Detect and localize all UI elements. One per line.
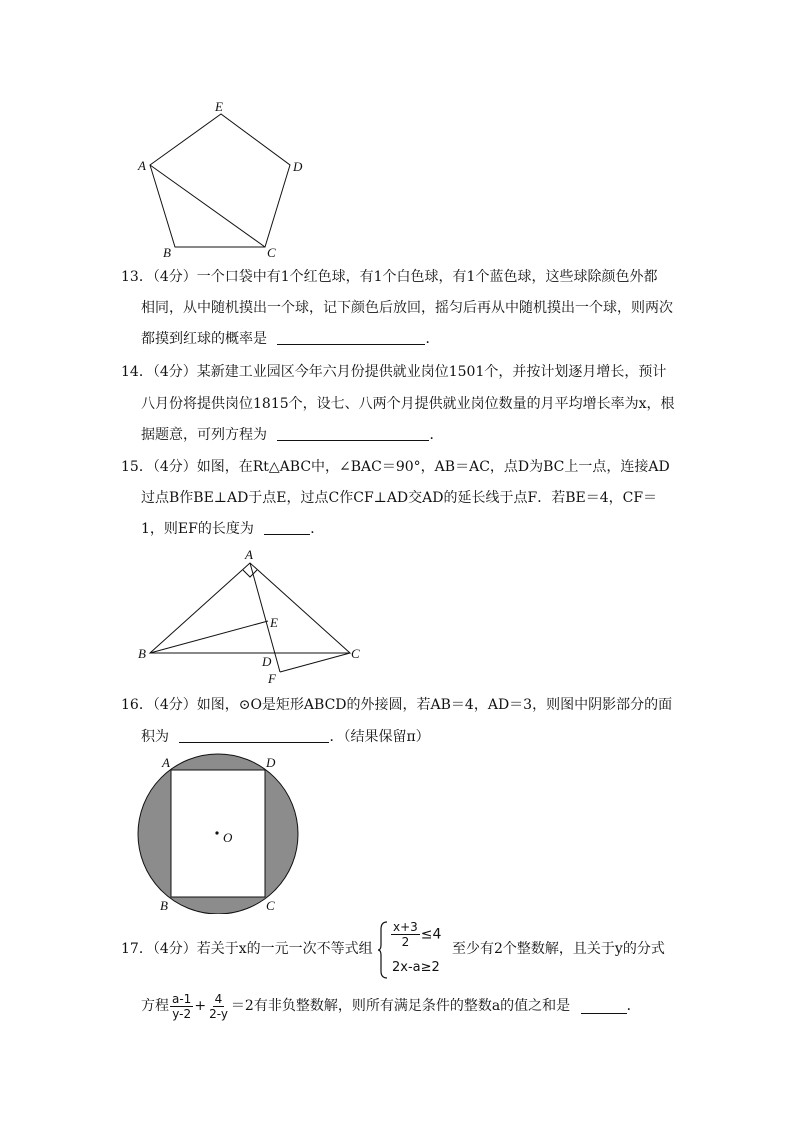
inequality-2: 2x-a≥2: [392, 960, 440, 975]
q17-line2-pre: 方程: [141, 998, 169, 1014]
q13-end: ．: [425, 331, 440, 347]
ineq1-fraction: [391, 920, 420, 949]
q14-line2: 八月份将提供岗位1815个，设七、八两个月提供就业岗位数量的月平均增长率为x，根: [141, 396, 675, 412]
label-f: F: [268, 671, 276, 686]
label-d: D: [293, 159, 303, 174]
q14-answer-blank[interactable]: [277, 426, 429, 441]
q17-line2-post: ＝2有非负整数解，则所有满足条件的整数a的值之和是: [230, 998, 571, 1014]
ineq1-numerator: x+3: [393, 920, 418, 934]
label-c: C: [266, 898, 275, 913]
circle-figure: [130, 752, 330, 914]
q13-line1: 13．（4分）一个口袋中有1个红色球，有1个白色球，有1个蓝色球，这些球除颜色外都: [121, 269, 658, 285]
q15-line3: [141, 519, 324, 539]
label-c: C: [351, 646, 360, 661]
q14-text: 据题意，可列方程为: [141, 427, 267, 443]
label-b: B: [160, 898, 168, 913]
label-a: A: [138, 158, 146, 173]
system-brace: [378, 921, 388, 979]
label-o: O: [223, 830, 233, 845]
fraction-1-denominator: y-2: [172, 1006, 192, 1021]
q17-answer-blank[interactable]: [581, 999, 627, 1014]
pentagon-figure: [130, 95, 310, 265]
label-e: E: [270, 615, 278, 630]
segment-cf: [280, 653, 350, 672]
label-b: B: [138, 646, 146, 661]
triangle-figure: [130, 545, 370, 690]
inequality-1: [390, 920, 441, 949]
q15-answer-blank[interactable]: [264, 520, 310, 535]
q14-line1: 14．（4分）某新建工业园区今年六月份提供就业岗位1501个，并按计划逐月增长，预计: [121, 364, 667, 380]
label-d: D: [266, 755, 276, 770]
q17-line2: [141, 988, 641, 1024]
ineq1-denominator: 2: [401, 935, 410, 949]
label-b: B: [163, 245, 171, 260]
q17-end: ．: [626, 998, 641, 1014]
q15-line2: 过点B作BE⊥AD于点E，过点C作CF⊥AD交AD的延长线于点F．若BE＝4，CF＝: [141, 490, 658, 506]
q16-line1: 16．（4分）如图，⊙O是矩形ABCD的外接圆，若AB＝4，AD＝3，则图中阴影部分的面: [121, 697, 673, 713]
right-angle-mark: [243, 570, 257, 577]
fraction-2: [207, 992, 230, 1021]
fraction-1-numerator: a-1: [172, 991, 192, 1006]
ineq1-relation: ≤4: [420, 926, 442, 943]
label-a: A: [162, 755, 170, 770]
q17-prefix: 17．（4分）若关于x的一元一次不等式组: [121, 941, 373, 957]
q13-answer-blank[interactable]: [277, 330, 425, 345]
label-c: C: [267, 245, 276, 260]
q16-answer-blank[interactable]: [179, 728, 329, 743]
q15-text: 1，则EF的长度为: [141, 521, 254, 537]
q16-end: ．（结果保留π）: [329, 729, 430, 745]
q16-text: 积为: [141, 729, 169, 745]
q13-line2: 相同，从中随机摸出一个球，记下颜色后放回，摇匀后再从中随机摸出一个球，则两次: [141, 300, 673, 316]
label-e: E: [215, 99, 223, 114]
q15-end: ．: [310, 521, 325, 537]
q15-line1: 15．（4分）如图，在Rt△ABC中，∠BAC＝90°，AB＝AC，点D为BC上一点，连接AD: [121, 459, 670, 475]
center-dot: [215, 831, 218, 834]
q14-end: ．: [429, 427, 444, 443]
fraction-2-numerator: 4: [214, 991, 223, 1006]
q17-mid: 至少有2个整数解，且关于y的分式: [452, 941, 665, 957]
fraction-2-denominator: 2-y: [209, 1006, 228, 1021]
label-a: A: [245, 547, 253, 562]
q14-line3: [141, 425, 443, 445]
plus-sign: +: [194, 998, 207, 1014]
q16-line2: [141, 727, 430, 747]
fraction-1: [170, 992, 193, 1021]
diagonal-ac: [150, 165, 265, 247]
q13-line3: [141, 329, 439, 349]
q13-text: 都摸到红球的概率是: [141, 331, 267, 347]
label-d: D: [262, 654, 272, 669]
